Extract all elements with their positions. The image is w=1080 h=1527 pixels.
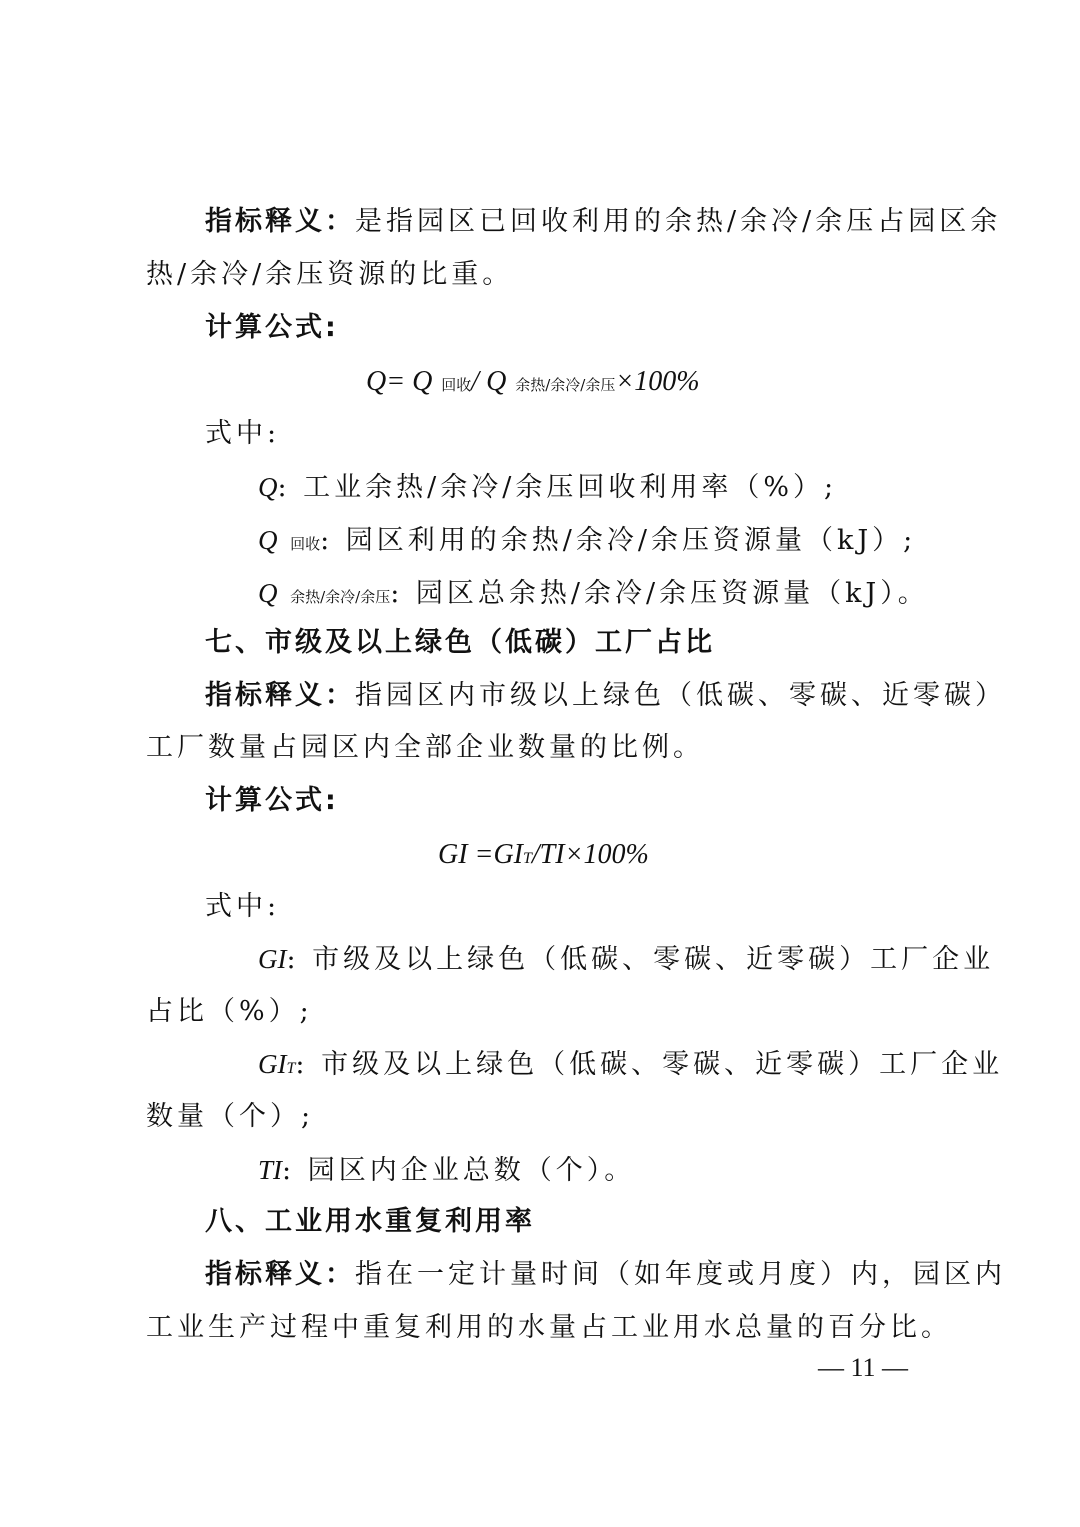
definition-paragraph — [205, 1255, 1006, 1295]
definition-text-cont: 工厂数量占园区内全部企业数量的比例。 — [146, 732, 704, 763]
variable-definition: GI: 市级及以上绿色（低碳、零碳、近零碳）工厂企业 — [258, 944, 995, 975]
variable-definition: GIT: 市级及以上绿色（低碳、零碳、近零碳）工厂企业 — [258, 1049, 1004, 1080]
variable-definition: Q 余热/余冷/余压: 园区总余热/余冷/余压资源量（kJ）。 — [258, 578, 929, 609]
variable-definition-cont: 占比（%）; — [146, 996, 313, 1027]
variable-definition: TI: 园区内企业总数（个）。 — [258, 1155, 636, 1186]
definition-paragraph — [205, 202, 1001, 242]
definition-text-cont: 热/余冷/余压资源的比重。 — [146, 259, 514, 290]
definition-label: 指标释义： — [205, 680, 355, 711]
variable-definition-cont: 数量（个）; — [146, 1101, 315, 1132]
definition-label: 指标释义： — [205, 206, 355, 237]
definition-paragraph — [205, 676, 1006, 716]
where-label: 式中: — [205, 418, 281, 449]
variable-definition: Q: 工业余热/余冷/余压回收利用率（%）; — [258, 472, 838, 503]
where-label: 式中: — [205, 891, 281, 922]
definition-text: 是指园区已回收利用的余热/余冷/余压占园区余 — [355, 206, 1002, 237]
formula-gi: GI =GIT/TI×100% — [438, 839, 649, 870]
definition-text: 指在一定计量时间（如年度或月度）内，园区内 — [355, 1259, 1006, 1290]
definition-label: 指标释义： — [205, 1259, 355, 1290]
definition-text: 指园区内市级以上绿色（低碳、零碳、近零碳） — [355, 680, 1006, 711]
definition-text-cont: 工业生产过程中重复利用的水量占工业用水总量的百分比。 — [146, 1312, 952, 1343]
formula-label: 计算公式: — [205, 785, 339, 816]
formula-label: 计算公式: — [205, 312, 339, 343]
formula-q-recovery: Q= Q 回收/ Q 余热/余冷/余压×100% — [366, 366, 700, 397]
page-number: — 11 — — [818, 1353, 909, 1382]
section-heading: 八、工业用水重复利用率 — [205, 1206, 535, 1237]
section-heading: 七、市级及以上绿色（低碳）工厂占比 — [205, 627, 715, 658]
variable-definition: Q 回收: 园区利用的余热/余冷/余压资源量（kJ）; — [258, 525, 917, 556]
